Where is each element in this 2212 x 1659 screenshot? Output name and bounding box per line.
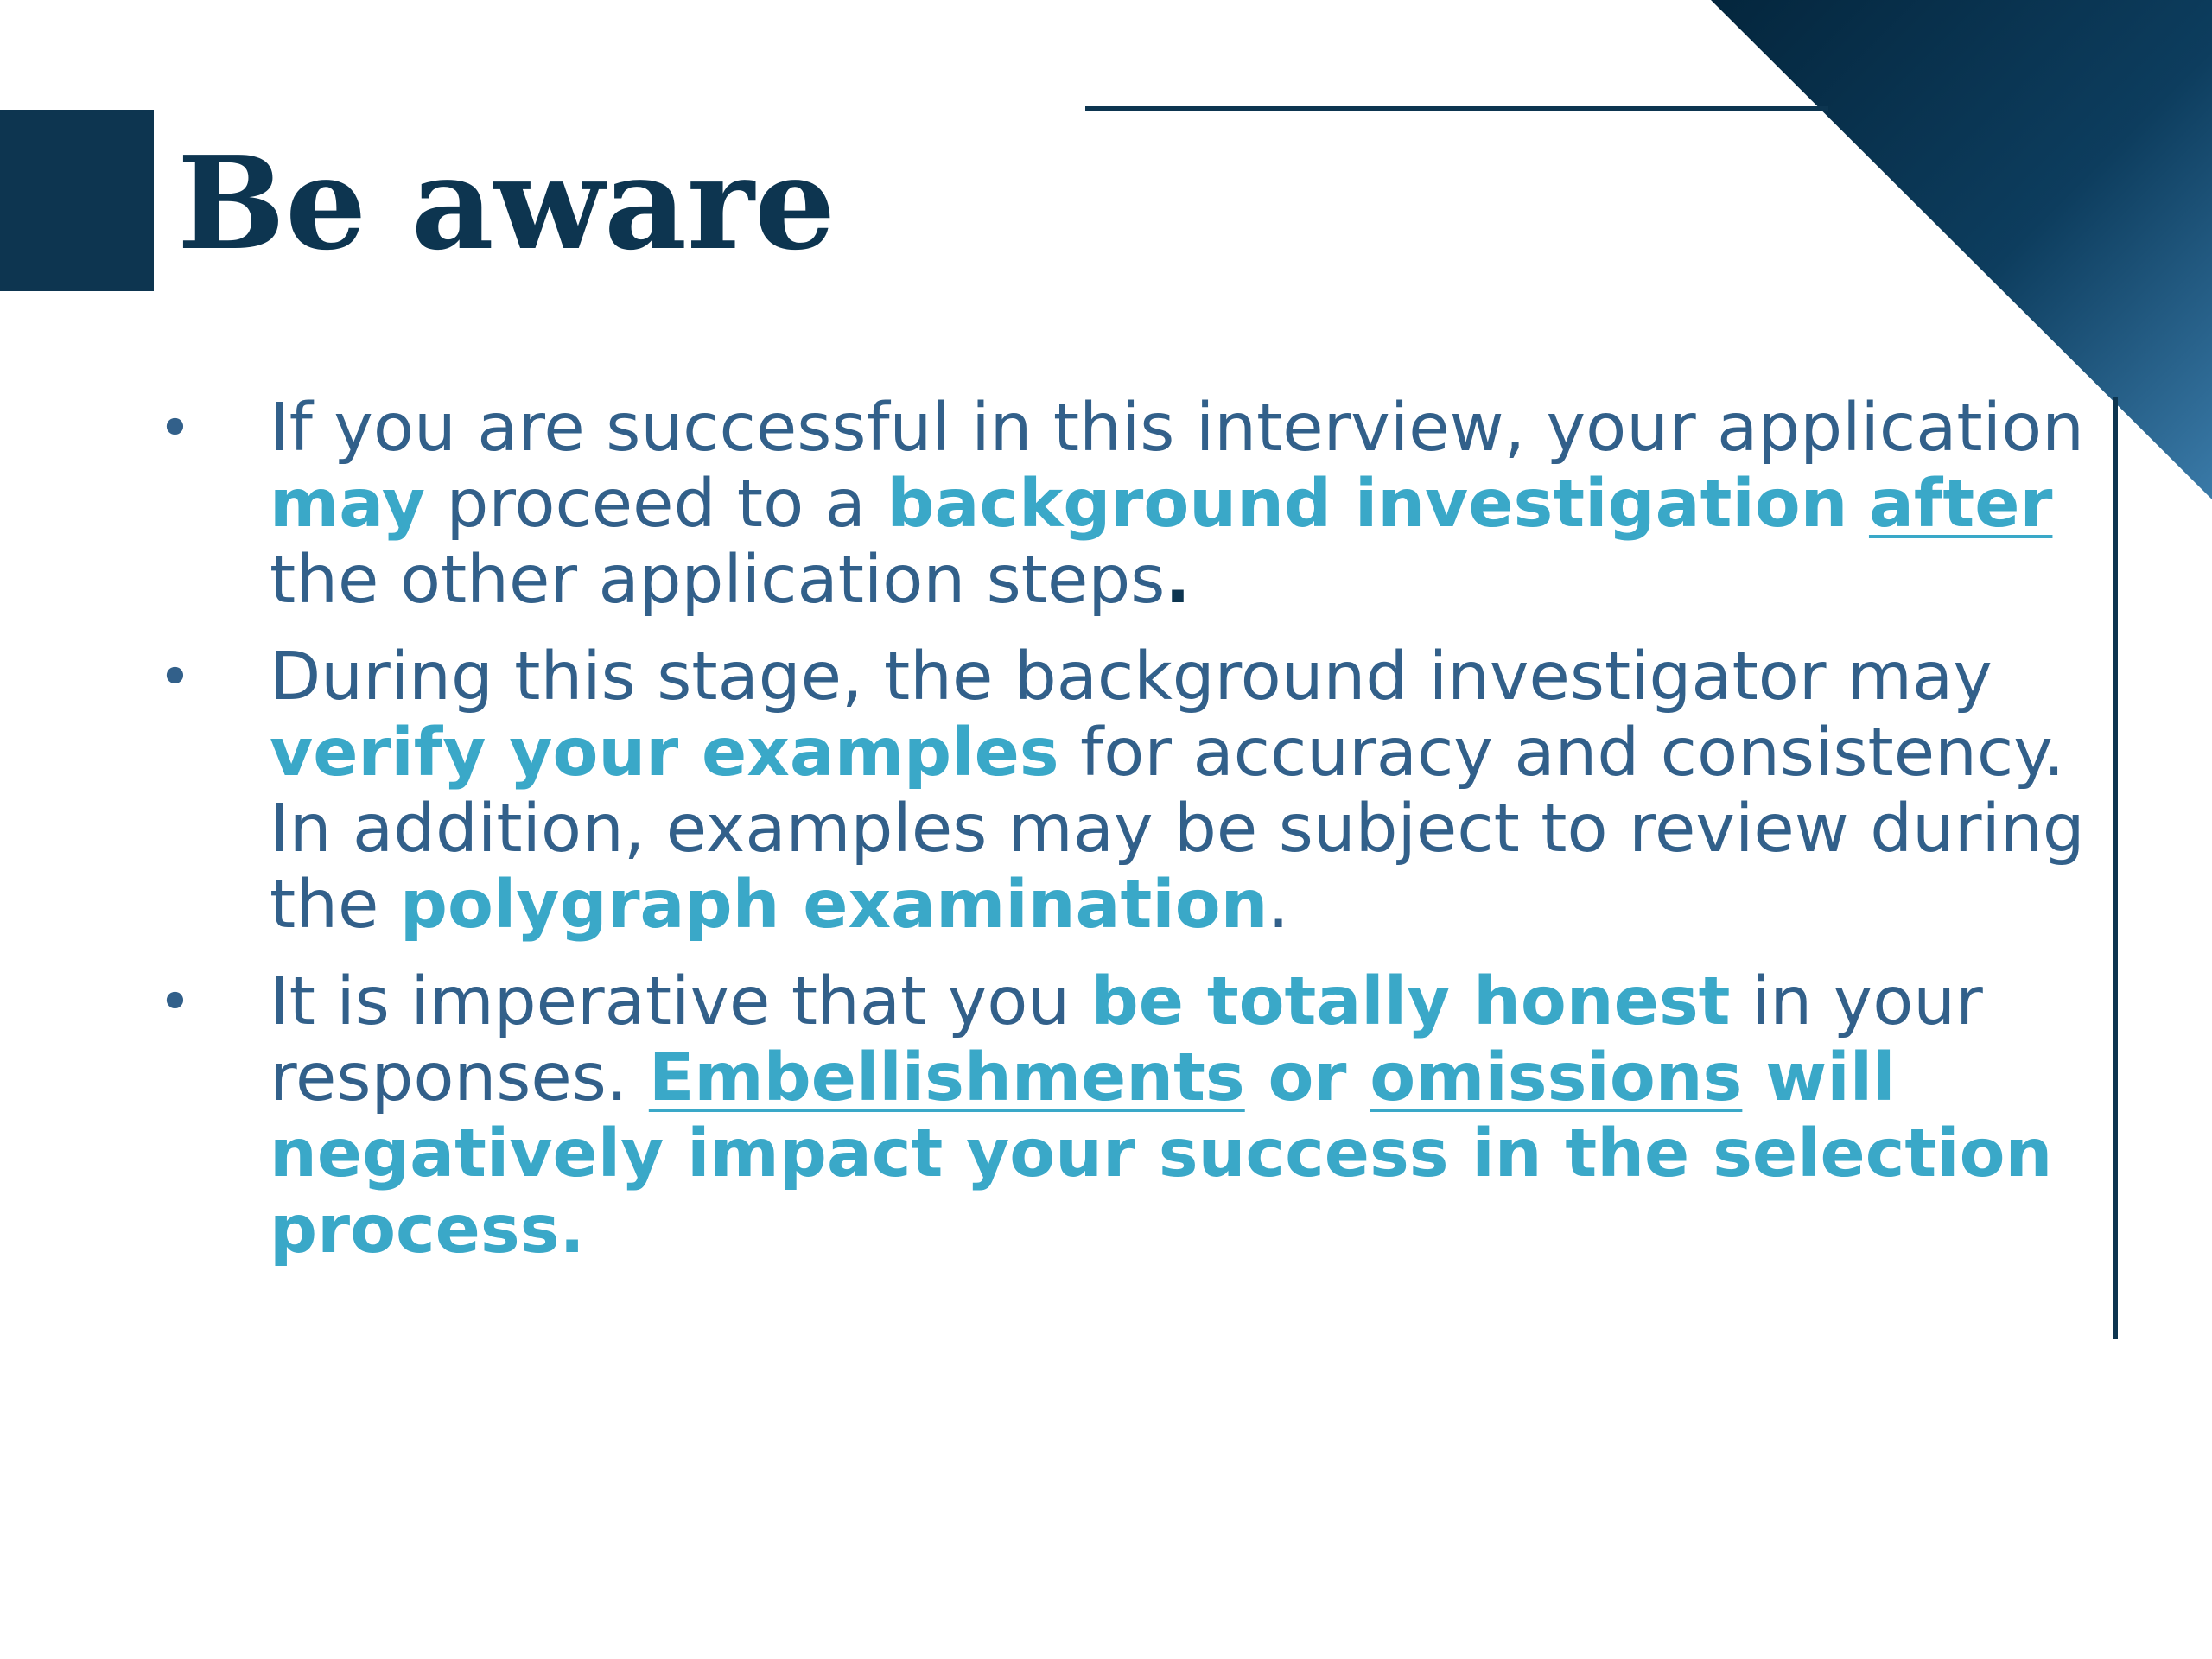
bullet-highlight: will negatively impact your success in the selection process.: [270, 1039, 2053, 1268]
title-accent-block: [0, 110, 154, 291]
bullet-text: for accuracy and consistency. In addition, examples may be subject to review during the: [270, 715, 2085, 944]
bullet-text: in your responses.: [270, 963, 1983, 1116]
bullet-highlight-underlined: after: [1868, 466, 2053, 543]
bullet-text: If you are successful in this interview, your application: [270, 390, 2084, 467]
bullet-highlight: may: [270, 466, 426, 543]
bullet-highlight-underlined: Embellishments: [648, 1039, 1245, 1116]
bullet-item: [0, 639, 2091, 944]
bullet-highlight: verify your examples: [270, 715, 1059, 791]
bullet-marker: •: [158, 644, 192, 710]
bullet-item: [0, 964, 2091, 1268]
bullet-text: It is imperative that you: [270, 963, 1091, 1040]
bullet-highlight-underlined: omissions: [1370, 1039, 1743, 1116]
bullet-highlight: background investigation: [887, 466, 1848, 543]
bullet-text: .: [1268, 867, 1289, 944]
bullet-highlight: polygraph examination: [399, 867, 1268, 944]
bullet-highlight: be totally honest: [1090, 963, 1731, 1040]
bullet-text: [1847, 466, 1868, 543]
bullet-text: the other application steps: [270, 542, 1166, 619]
bullet-text: During this stage, the background investigator may: [270, 639, 1993, 715]
bullet-highlight: or: [1244, 1039, 1370, 1116]
bullet-list: [0, 391, 2091, 1289]
bullet-period: .: [1165, 542, 1191, 619]
bullet-text: proceed to a: [425, 466, 887, 543]
bullet-marker: •: [158, 969, 192, 1035]
bullet-item: [0, 391, 2091, 619]
slide-title: Be aware: [177, 128, 836, 278]
side-rule: [2113, 397, 2118, 1339]
bullet-marker: •: [158, 395, 192, 461]
top-rule: [1085, 106, 1828, 111]
